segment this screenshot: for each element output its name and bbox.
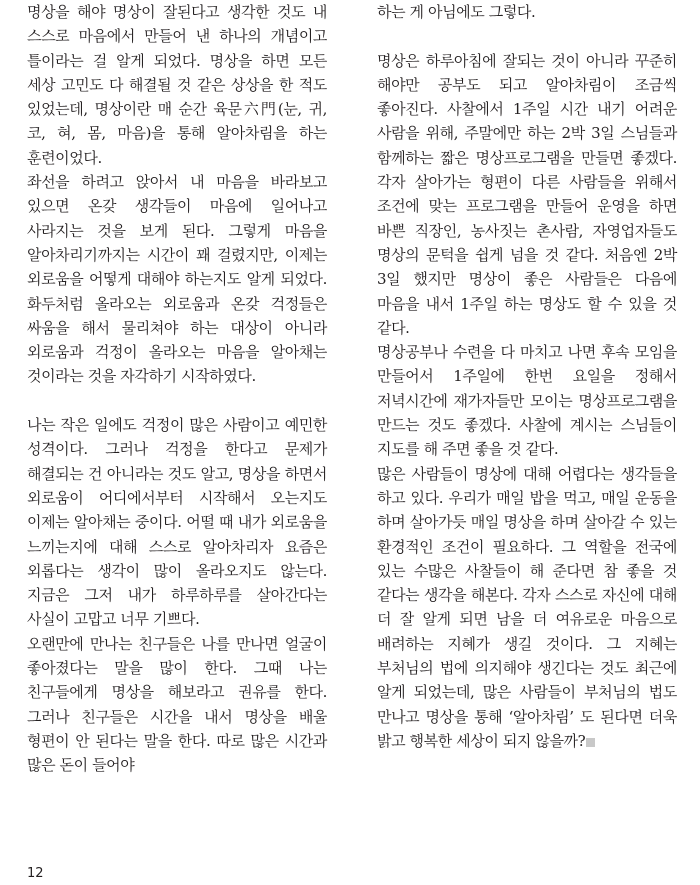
paragraph: 좌선을 하려고 앉아서 내 마음을 바라보고 있으면 온갖 생각들이 마음에 일어나고 사라지는 것을 보게 된다. 그렇게 마음을 알아차리기까지는 시간이 꽤 걸렸지만, 이제는 외로움을 어떻게 대해야 하는지도 알게 되었다. 화두처럼 올라오는 외로움과 온갖 걱정들은 싸움을 해서 물리쳐야 하는 대상이 아니라 외로움과 걱정이 올라오는 마음을 알아채는 것이라는 것을 자각하기 시작하였다. <box>27 173 327 386</box>
last-paragraph <box>377 462 677 754</box>
paragraph-gap <box>377 24 677 48</box>
paragraph: 오랜만에 만나는 친구들은 나를 만나면 얼굴이 좋아졌다는 말을 많이 한다. 그때 나는 친구들에게 명상을 해보라고 권유를 한다. 그러나 친구들은 시간을 내서 명상을 배울 형편이 안 된다는 말을 한다. 따로 많은 시간과 많은 돈이 들어야 <box>27 634 327 775</box>
paragraph: 하는 게 아님에도 그렇다. <box>377 3 536 21</box>
paragraph: 명상공부나 수련을 다 마치고 나면 후속 모임을 만들어서 1주일에 한번 요일을 정해서 저녁시간에 재가자들만 모이는 명상프로그램을 만드는 것도 좋겠다. 사찰에 계시는 스님들이 지도를 해 주면 좋을 것 같다. <box>377 343 677 459</box>
right-column <box>377 0 677 753</box>
paragraph: 명상을 해야 명상이 잘된다고 생각한 것도 내 스스로 마음에서 만들어 낸 하나의 개념이고 틀이라는 걸 알게 되었다. 명상을 하면 모든 세상 고민도 다 해결될 것 같은 상상을 한 적도 있었는데, 명상이란 매 순간 육문六門(눈, 귀, 코, 혀, 몸, 마음)을 통해 알아차림을 하는 훈련이었다. <box>27 3 327 167</box>
paragraph: 나는 작은 일에도 걱정이 많은 사람이고 예민한 성격이다. 그러나 걱정을 한다고 문제가 해결되는 건 아니라는 것도 알고, 명상을 하면서 외로움이 어디에서부터 시작해서 오는지도 이제는 알아채는 중이다. 어떨 때 내가 외로움을 느끼는지에 대해 스스로 알아차리자 요즘은 외롭다는 생각이 많이 올라오지도 않는다. 지금은 그저 내가 하루하루를 살아간다는 사실이 고맙고 너무 기쁘다. <box>27 416 327 629</box>
page-number: 12 <box>27 866 44 881</box>
left-column <box>27 0 327 778</box>
paragraph-gap <box>27 389 327 413</box>
end-of-article-mark <box>586 738 595 747</box>
paragraph: 명상은 하루아침에 잘되는 것이 아니라 꾸준히 해야만 공부도 되고 알아차림이 조금씩 좋아진다. 사찰에서 1주일 시간 내기 어려운 사람을 위해, 주말에만 하는 2박 3일 스님들과 함께하는 짧은 명상프로그램을 만들면 좋겠다. 각자 살아가는 형편이 다른 사람들을 위해서 조건에 맞는 프로그램을 만들어 운영을 하면 바쁜 직장인, 농사짓는 촌사람, 자영업자들도 명상의 문턱을 쉽게 넘을 것 같다. 처음엔 2박 3일 했지만 명상이 좋은 사람들은 다음에 마음을 내서 1주일 하는 명상도 할 수 있을 것 같다. <box>377 51 677 337</box>
last-paragraph-text: 많은 사람들이 명상에 대해 어렵다는 생각들을 하고 있다. 우리가 매일 밥을 먹고, 매일 운동을 하며 살아가듯 매일 명상을 하며 살아갈 수 있는 환경적인 조건이 필요하다. 그 역할을 전국에 있는 수많은 사찰들이 해 준다면 참 좋을 것 같다는 생각을 해본다. 각자 스스로 자신에 대해 더 잘 알게 되면 남을 더 여유로운 마음으로 배려하는 지혜가 생길 것이다. 그 지혜는 부처님의 법에 의지해야 생긴다는 것도 최근에 알게 되었는데, 많은 사람들이 부처님의 법도 만나고 명상을 통해 ‘알아차림’ 도 된다면 더욱 밝고 행복한 세상이 되지 않을까? <box>377 464 677 750</box>
